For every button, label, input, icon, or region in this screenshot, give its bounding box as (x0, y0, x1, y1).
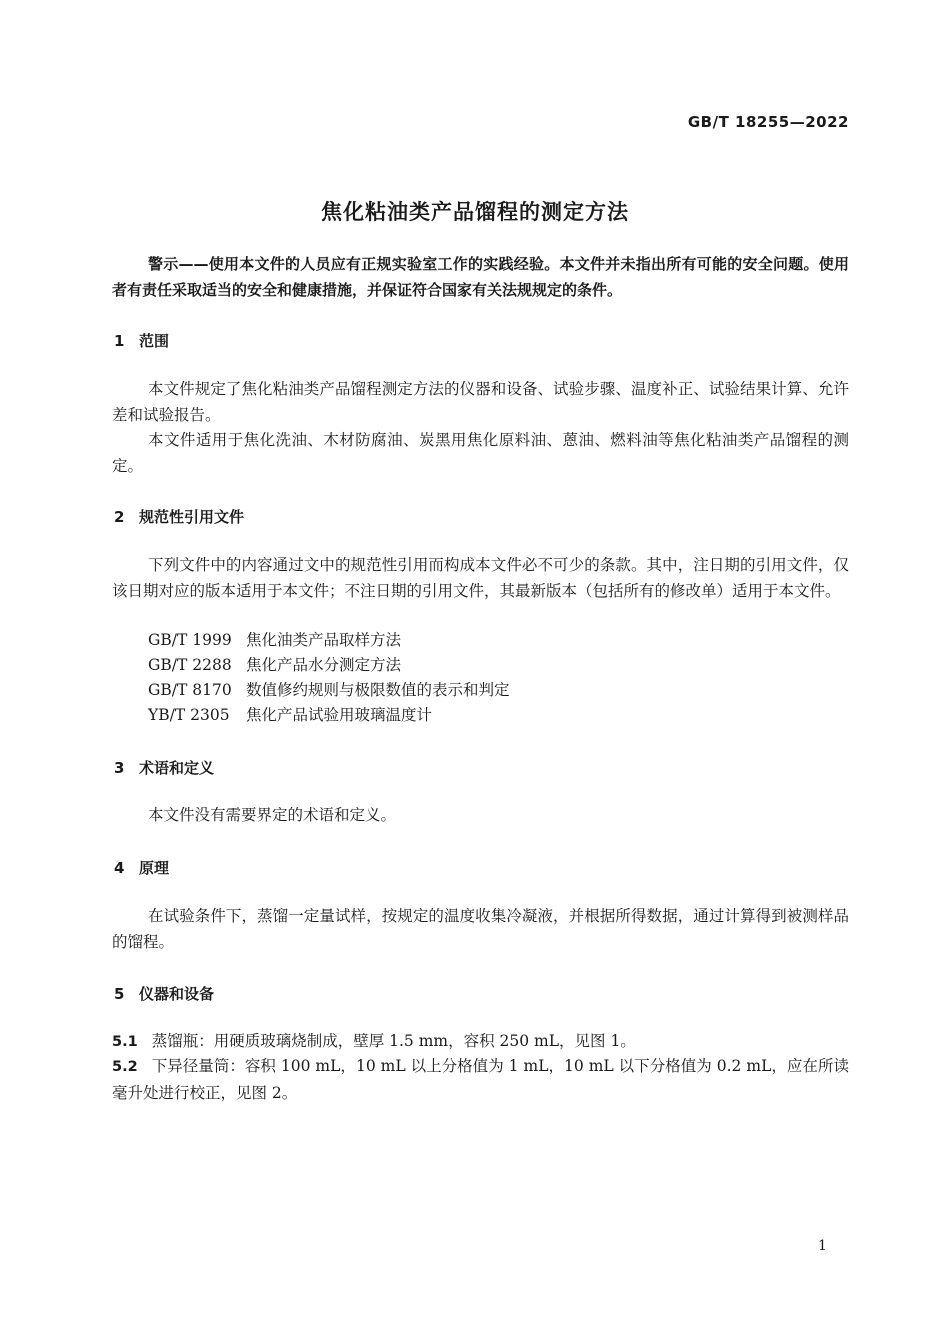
principle-paragraph: 在试验条件下，蒸馏一定量试样，按规定的温度收集冷凝液，并根据所得数据，通过计算得到被测样品的馏程。 (112, 907, 849, 951)
section-title: 仪器和设备 (139, 985, 215, 1003)
clause-5-1 (112, 1029, 849, 1056)
clause-number: 5.1 (112, 1034, 138, 1050)
clause-number: 5.2 (112, 1059, 138, 1075)
section-number: 4 (114, 859, 125, 877)
section-number: 2 (114, 508, 125, 526)
section-title: 规范性引用文件 (139, 508, 245, 526)
section-number: 5 (114, 985, 125, 1003)
section-number: 3 (114, 759, 125, 777)
section-title: 范围 (139, 332, 170, 350)
section-number: 1 (114, 332, 125, 350)
section-heading-scope (114, 330, 169, 351)
reference-code: YB/T 2305 (148, 706, 230, 724)
standard-code: GB/T 18255—2022 (687, 113, 849, 131)
clause-5-2 (112, 1054, 849, 1106)
scope-paragraph-2: 本文件适用于焦化洗油、木材防腐油、炭黑用焦化原料油、蒽油、燃料油等焦化粘油类产品馏程的测定。 (112, 431, 849, 475)
reference-item (148, 653, 401, 678)
section-heading-normative-references (114, 506, 244, 527)
section-title: 原理 (139, 859, 170, 877)
reference-item (148, 628, 401, 653)
terms-paragraph: 本文件没有需要界定的术语和定义。 (148, 806, 397, 824)
reference-code: GB/T 2288 (148, 656, 232, 674)
references-intro-paragraph: 下列文件中的内容通过文中的规范性引用而构成本文件必不可少的条款。其中，注日期的引用文件，仅该日期对应的版本适用于本文件；不注日期的引用文件，其最新版本（包括所有的修改单）适用于本文件。 (112, 556, 849, 600)
reference-title: 数值修约规则与极限数值的表示和判定 (246, 681, 510, 699)
section-title: 术语和定义 (139, 759, 215, 777)
scope-paragraph-1: 本文件规定了焦化粘油类产品馏程测定方法的仪器和设备、试验步骤、温度补正、试验结果计算、允许差和试验报告。 (112, 380, 849, 424)
reference-title: 焦化油类产品取样方法 (246, 631, 402, 649)
reference-item (148, 703, 432, 728)
clause-text: 蒸馏瓶：用硬质玻璃烧制成，壁厚 1.5 mm，容积 250 mL，见图 1。 (151, 1032, 636, 1050)
document-title: 焦化粘油类产品馏程的测定方法 (321, 200, 629, 224)
page-number: 1 (818, 1238, 827, 1254)
reference-title: 焦化产品水分测定方法 (246, 656, 402, 674)
section-heading-terms (114, 757, 214, 778)
section-heading-apparatus (114, 983, 214, 1004)
clause-text: 下异径量筒：容积 100 mL，10 mL 以上分格值为 1 mL，10 mL 以下分格值为 0.2 mL，应在所读毫升处进行校正，见图 2。 (112, 1057, 849, 1102)
section-heading-principle (114, 857, 169, 878)
warning-paragraph: 警示——使用本文件的人员应有正规实验室工作的实践经验。本文件并未指出所有可能的安全问题。使用者有责任采取适当的安全和健康措施，并保证符合国家有关法规规定的条件。 (112, 255, 849, 299)
reference-code: GB/T 8170 (148, 681, 232, 699)
reference-code: GB/T 1999 (148, 631, 232, 649)
reference-item (148, 678, 510, 703)
reference-title: 焦化产品试验用玻璃温度计 (246, 706, 433, 724)
